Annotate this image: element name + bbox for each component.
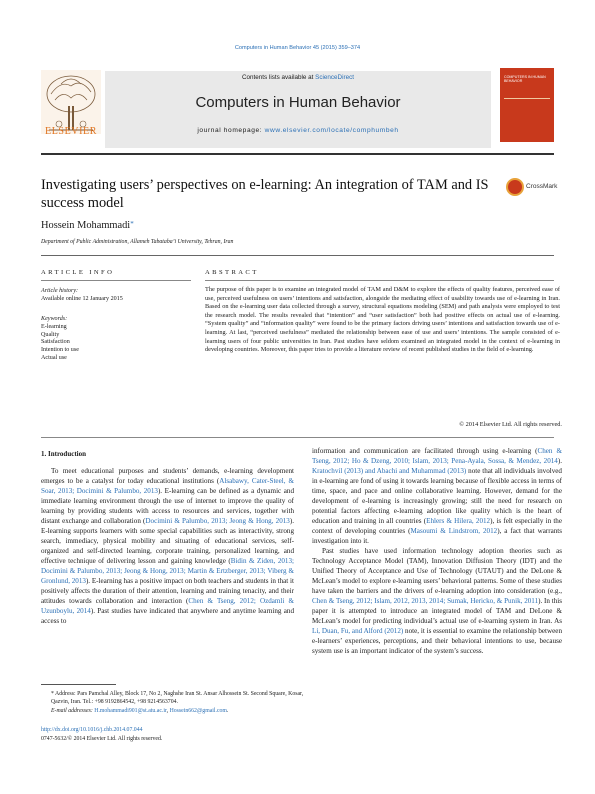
citation-link[interactable]: Chen & Tseng, 2012; Ozdamli & Uzunboylu, 2014 <box>41 597 294 615</box>
journal-name: Computers in Human Behavior <box>195 94 401 111</box>
body-column-left <box>41 466 294 626</box>
body-text: To meet educational purposes and students’ demands, e-learning development emerges to be a catalyst for today educational institutions ( <box>41 467 294 485</box>
citation-link[interactable]: Docimini & Palumbo, 2013; Jeong & Hong, 2013 <box>145 517 290 525</box>
abstract-heading: ABSTRACT <box>205 269 259 276</box>
citation-link[interactable]: Chen & Tseng, 2012; Ho & Dzeng, 2010; Islam, 2013; Pena-Ayala, Sossa, & Mendez, 2014 <box>312 447 562 465</box>
contents-line <box>105 74 491 81</box>
abstract-bottom-rule <box>41 437 554 438</box>
citation-link[interactable]: Alsabawy, Cater-Steel, & Soar, 2013; Docimini & Palumbo, 2013 <box>41 477 294 495</box>
email-link-1[interactable]: H.mohammadi901@st.atu.ac.ir <box>94 707 167 714</box>
body-text: note, it is essential to examine the relationship between e-learners’ experiences, perceptions, and their behavioral intentions to use, because system use is an important indicator of the system’s success. <box>312 627 562 655</box>
body-column-right <box>312 446 562 656</box>
author-footnote-mark[interactable]: * <box>130 220 134 228</box>
body-text: Past studies have used information technology adoption theories such as Technology Acceptance Model (TAM), Innovation Diffusion Theory (IDT) and the Unified Theory of Acceptance and Use of Technology (UTAUT) and the DeLone & McLean’s model to explore e-learning users’ behavioral patterns. Some of these studies have taken the barriers and the drivers of e-learning adoption into consideration (e.g., <box>312 547 562 595</box>
body-paragraph <box>41 466 294 626</box>
elsevier-tree-logo <box>41 70 101 134</box>
issn-line: 0747-5632/© 2014 Elsevier Ltd. All rights reserved. <box>41 736 163 742</box>
introduction-heading: 1. Introduction <box>41 450 86 458</box>
abstract-rule <box>205 280 554 281</box>
article-info-rule <box>41 280 191 281</box>
email-label: E-mail addresses: <box>51 707 93 714</box>
crossmark-badge[interactable] <box>506 178 566 200</box>
body-paragraph <box>312 446 562 546</box>
keyword-item: Intention to use <box>41 347 79 354</box>
cover-strip <box>504 98 550 99</box>
body-text: ). E-learning supports learners with some special capabilities such as interactivity, strong search, immediacy, physical mobility and situating of educational services, self-organized and self-directed learning, corporate training, personalized learning, and effective technique of delivering lesson and gaining knowledge ( <box>41 517 294 565</box>
citation-link[interactable]: Kratochvil (2013) and Abachi and Muhammad (2013) <box>312 467 467 475</box>
history-label: Article history: <box>41 288 79 294</box>
body-text: information and communication are facilitated through using e-learning ( <box>312 447 538 455</box>
article-title: Investigating users’ perspectives on e-learning: An integration of TAM and IS success model <box>41 177 489 211</box>
sciencedirect-link[interactable]: ScienceDirect <box>315 74 354 81</box>
body-text: ). In this paper it is attempted to introduce an integrated model of TAM and DeLone & McLean’s model for predicting individual’s actual use of e-learning system in Iran. As <box>312 597 563 625</box>
body-text: ). <box>557 457 562 465</box>
elsevier-wordmark: ELSEVIER <box>44 126 98 137</box>
email-end: . <box>226 707 229 714</box>
author-footnote <box>41 690 306 715</box>
body-text: ). E-learning can be defined as a dynamic and immediate learning environment through the use of internet to improve the quality of learning by providing students with access to resources and services, together with distant exchange and collaboration ( <box>41 487 294 525</box>
citation-link[interactable]: Ehlers & Hilera, 2012 <box>426 517 491 525</box>
contents-prefix: Contents lists available at <box>241 74 316 81</box>
homepage-prefix: journal homepage: <box>197 127 265 134</box>
author-text: Hossein Mohammadi <box>41 220 131 231</box>
author-affiliation: Department of Public Administration, Allameh Tabataba’i University, Tehran, Iran <box>41 239 234 245</box>
body-text: ). Past studies have indicated that anywhere and anytime learning and access to <box>41 607 295 625</box>
citation-link[interactable]: Bidin & Ziden, 2013; Docimini & Palumbo, 2013; Jeong & Hong, 2013; Martin & Ertzberger, 2013; Viberg & Gronlund, 2013 <box>41 557 294 585</box>
footnote-mark: * <box>51 691 54 697</box>
abstract-text: The purpose of this paper is to examine an integrated model of TAM and D&M to explore the effects of quality features, perceived ease of use, perceived usefulness on users’ intentions and satisfaction, alongside the mediating effect of usability towards use of e-learning in Iran. Based on the e-learning user data collected through a survey, structural equations modeling (SEM) and path analysis were employed to test the research model. The results revealed that “intention” and “user satisfaction” both had positive effects on actual use of e-learning. “System quality” and “information quality” were found to be the primary factors driving users’ intentions and satisfaction towards use of e-learning. At last, “perceived usefulness” mediated the relationship between ease of use and users’ intentions. The sample consisted of e-learning users of four public universities in Iran. Past studies have seldom examined an integrated model in the context of e-learning in developing countries. Moreover, this paper tries to provide a literature review of recent published studies in the field of e-learning. <box>205 286 560 354</box>
keyword-item: Satisfaction <box>41 339 70 346</box>
doi-link[interactable]: http://dx.doi.org/10.1016/j.chb.2014.07.044 <box>41 727 143 733</box>
keyword-item: Actual use <box>41 354 67 361</box>
affiliation-rule <box>41 255 554 256</box>
citation-link[interactable]: Li, Duan, Fu, and Alford (2012) <box>312 627 404 635</box>
body-text: ), is felt especially in the context of developing countries ( <box>312 517 563 535</box>
cover-title: COMPUTERS IN HUMAN BEHAVIOR <box>504 75 546 84</box>
body-text: ). E-learning has a positive impact on both teachers and students in that it positively affects the duration of their attention, learning and training tenacity, and their attitudes towards collaboration and interaction ( <box>41 577 294 605</box>
body-text: ), a fact that warrants investigation into it. <box>312 527 562 545</box>
citation-link[interactable]: Masoumi & Lindstrom, 2012 <box>410 527 498 535</box>
citation-link[interactable]: Chen & Tseng, 2012; Islam, 2012, 2013, 2014; Sumak, Hericko, & Punik, 2011 <box>312 597 539 605</box>
footnote-emails <box>41 707 306 715</box>
abstract-copyright: © 2014 Elsevier Ltd. All rights reserved. <box>459 421 562 428</box>
author-name <box>41 220 134 231</box>
email-separator: , <box>166 707 170 714</box>
keyword-item: E-learning <box>41 324 67 330</box>
keyword-item: Quality <box>41 331 60 338</box>
crossmark-icon <box>506 178 524 196</box>
footnote-rule <box>41 684 116 685</box>
body-text: note that all individuals involved in e-learning are fond of using it towards learning because of flexible access in terms of time, space, and pace and online collaborative learning. However, demand for the development of e-learning is increasingly growing; still the need for research on potential factors affecting e-learning adoption like quality which is the heart of education and training in all countries ( <box>312 467 562 525</box>
footnote-address-text: Address: Pars Pamchal Alley, Block 17, No 2, Naghshe Iran St. Ansar Alhossein St. Second Square, Kosar, Qazvin, Iran. Tel.: +98 9192864542, +98 9214563704. <box>51 691 304 706</box>
journal-citation[interactable]: Computers in Human Behavior 45 (2015) 359–374 <box>234 45 361 51</box>
crossmark-label: CrossMark <box>526 183 558 190</box>
keywords-label: Keywords: <box>41 316 68 322</box>
journal-cover-thumbnail[interactable] <box>500 68 554 142</box>
homepage-link[interactable]: www.elsevier.com/locate/comphumbeh <box>264 127 399 134</box>
article-info-heading: ARTICLE INFO <box>41 269 115 276</box>
journal-homepage <box>105 127 491 134</box>
email-link-2[interactable]: Hossein662@gmail.com <box>169 707 227 714</box>
keyword-list <box>41 324 79 363</box>
body-paragraph <box>312 546 562 656</box>
footnote-address <box>41 690 306 707</box>
available-online: Available online 12 January 2015 <box>41 296 123 302</box>
header-rule <box>41 153 554 155</box>
